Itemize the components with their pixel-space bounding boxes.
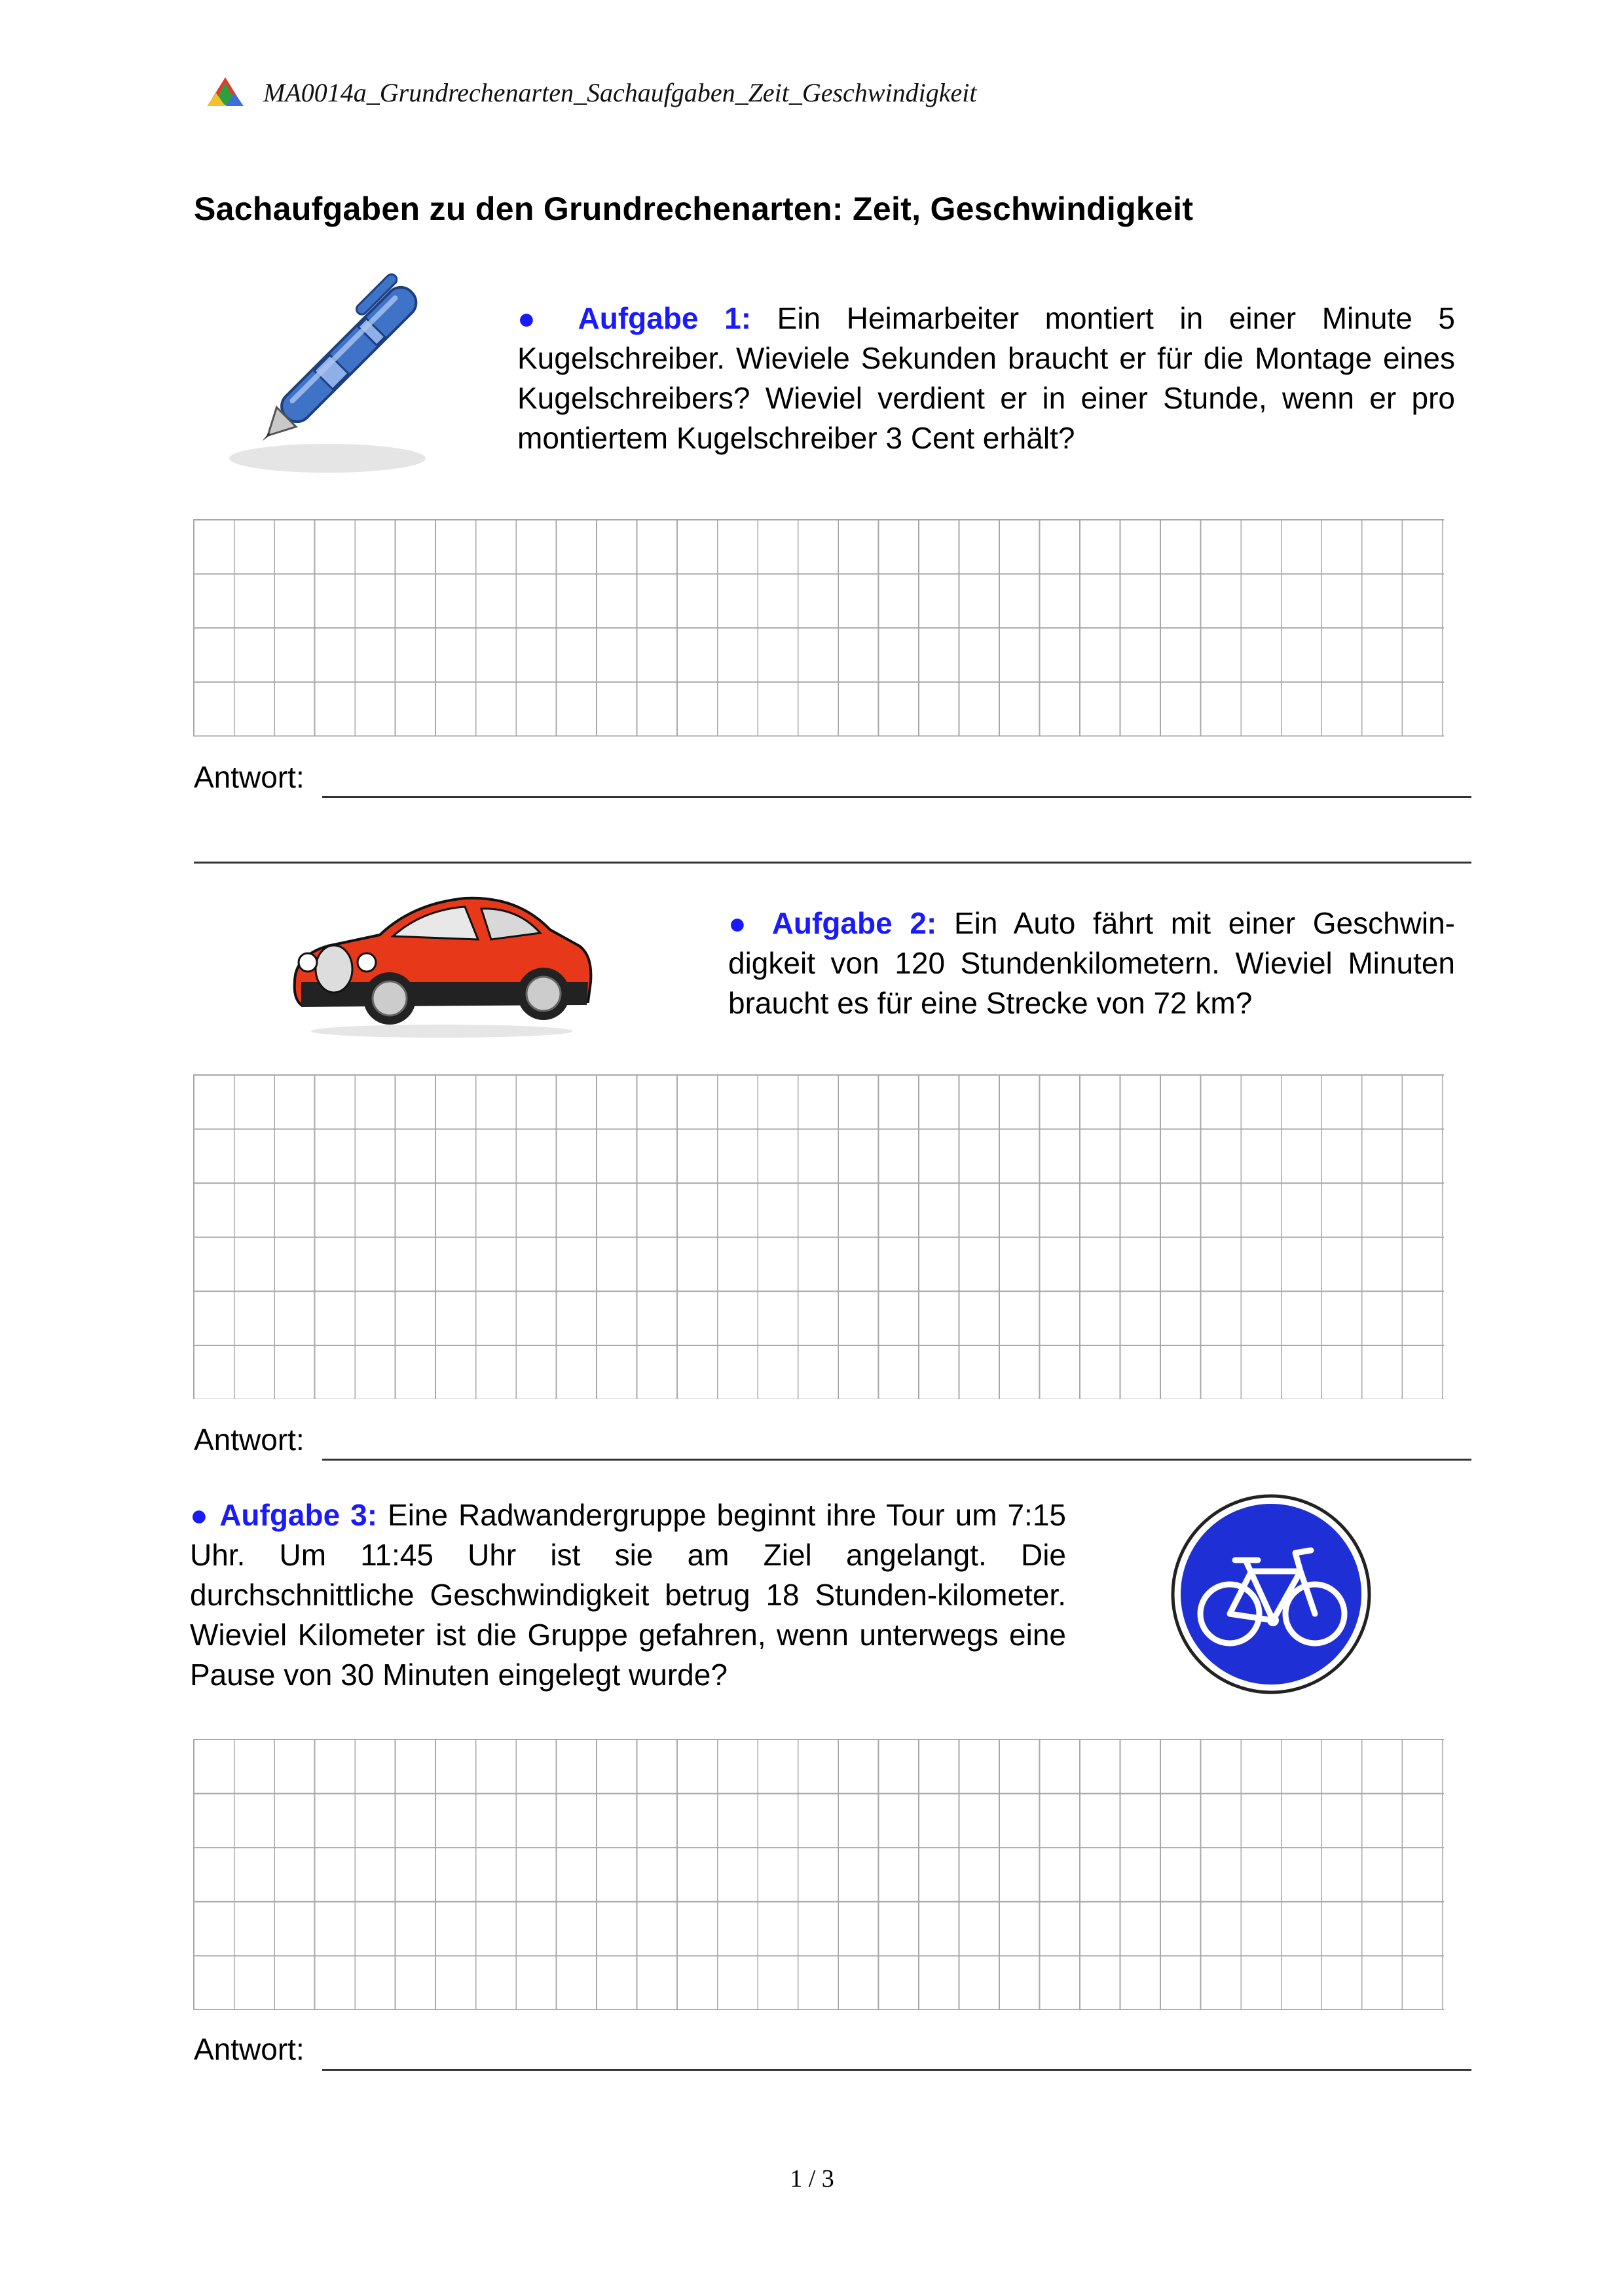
task-1-text: Ein Heimarbeiter montiert in einer Minute 5 Kugelschreiber. Wieviele Sekunden braucht er für die Montage eines Kugelschreibers? Wieviel verdient er in einer Stunde, wenn er pro montiertem Kugelschreiber 3 Cent erhält? xyxy=(517,301,1455,455)
page-title: Sachaufgaben zu den Grundrechenarten: Zeit, Geschwindigkeit xyxy=(194,191,1194,227)
task-3-text: Eine Radwandergruppe beginnt ihre Tour um 7:15 Uhr. Um 11:45 Uhr ist sie am Ziel angelangt. Die durchschnittliche Geschwindigkeit betrug 18 Stunden-kilometer. Wieviel Kilometer ist die Gruppe gefahren, wenn unterwegs eine Pause von 30 Minuten eingelegt wurde? xyxy=(190,1498,1066,1692)
answer-line-1[interactable] xyxy=(322,796,1471,798)
answer-label-3: Antwort: xyxy=(194,2032,304,2066)
task-3 xyxy=(190,1495,1066,1695)
header xyxy=(203,73,1120,113)
pen-icon xyxy=(223,242,458,484)
logo-icon xyxy=(203,76,248,109)
bicycle-sign-icon xyxy=(1170,1493,1373,1696)
answer-line-1b[interactable] xyxy=(194,862,1471,864)
car-icon xyxy=(282,884,602,1041)
answer-grid-2[interactable] xyxy=(193,1074,1444,1399)
answer-grid-3[interactable] xyxy=(193,1739,1444,2010)
answer-grid-1[interactable] xyxy=(193,519,1444,737)
task-2-text: Ein Auto fährt mit einer Geschwin-digkeit von 120 Stundenkilometern. Wieviel Minuten braucht es für eine Strecke von 72 km? xyxy=(728,906,1455,1020)
task-1 xyxy=(517,299,1455,458)
answer-line-3[interactable] xyxy=(322,2069,1471,2071)
task-3-label: ● Aufgabe 3: xyxy=(190,1498,378,1532)
task-2-label: ● Aufgabe 2: xyxy=(728,906,937,940)
page-number: 1 / 3 xyxy=(790,2165,834,2193)
answer-label-1: Antwort: xyxy=(194,760,304,794)
task-1-label: ● Aufgabe 1: xyxy=(517,301,752,335)
answer-line-2[interactable] xyxy=(322,1459,1471,1461)
answer-label-2: Antwort: xyxy=(194,1423,304,1457)
task-2 xyxy=(728,903,1455,1023)
doc-code: MA0014a_Grundrechenarten_Sachaufgaben_Zeit_Geschwindigkeit xyxy=(263,78,977,107)
